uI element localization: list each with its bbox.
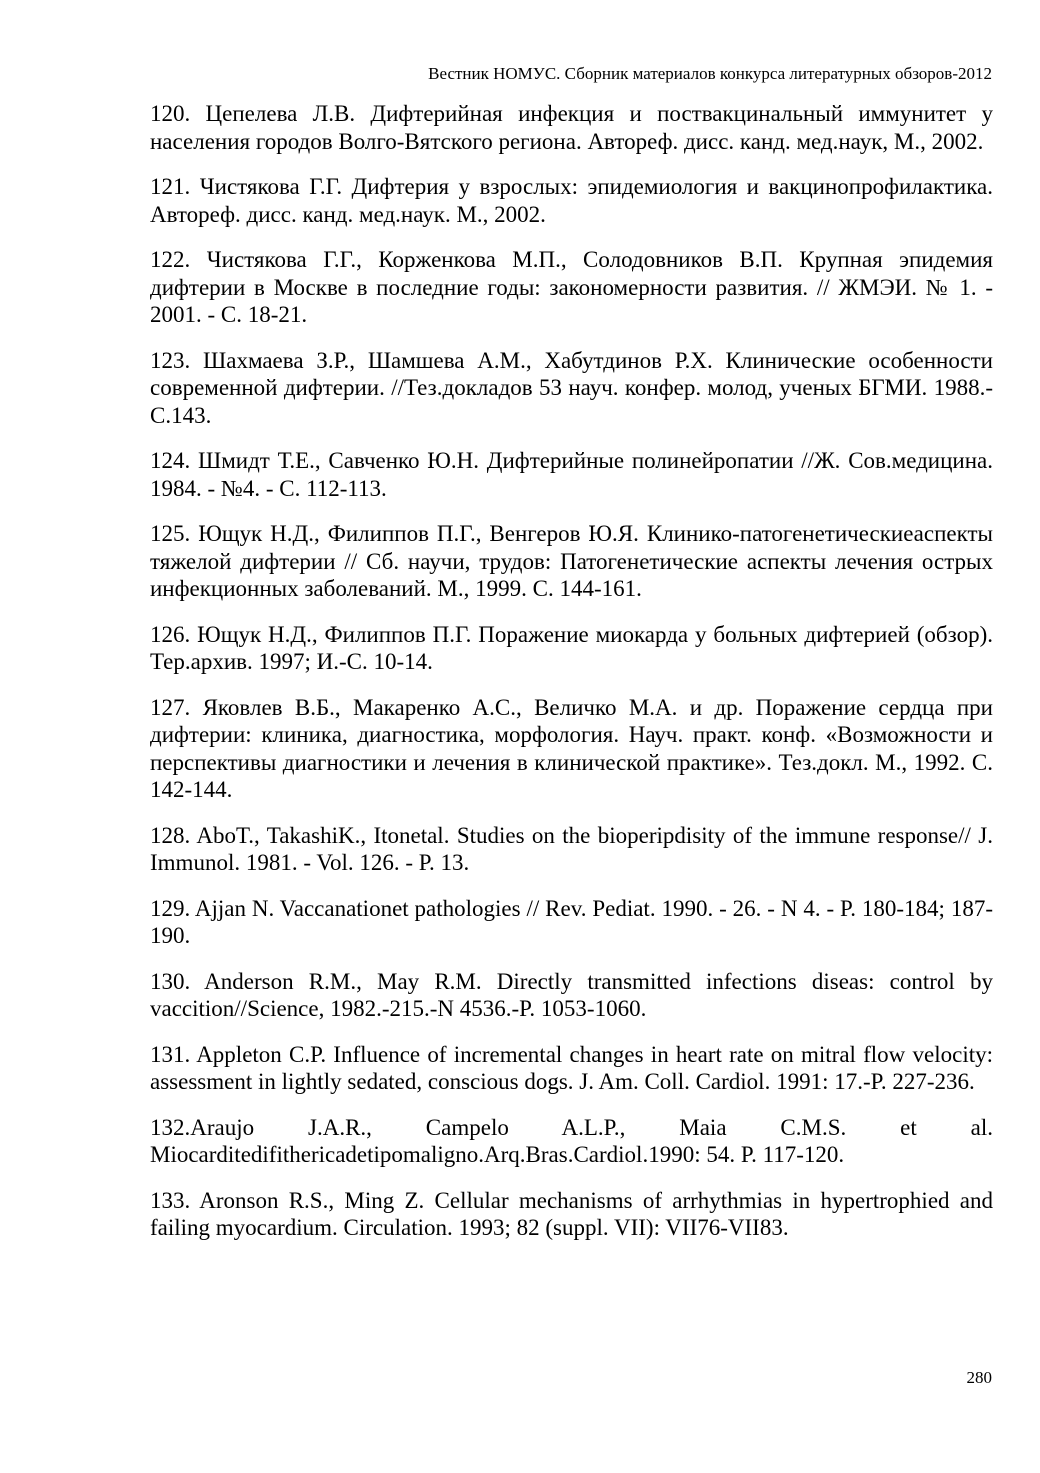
reference-list [150,100,993,1260]
reference-item: 121. Чистякова Г.Г. Дифтерия у взрослых: эпидемиология и вакцинопрофилактика. Автореф. дисс. канд. мед.наук. М., 2002. [150,174,993,227]
page-number: 280 [966,1368,992,1387]
reference-item: 128. AboT., TakashiK., Itonetal. Studies on the bioperipdisity of the immune response// J. Immunol. 1981. - Vol. 126. - P. 13. [150,822,993,875]
running-header: Вестник НОМУС. Сборник материалов конкурса литературных обзоров-2012 [428,64,992,83]
reference-item: 132.Araujo J.A.R., Campelo A.L.P., Maia C.M.S. et al. Miocarditedifithericadetipomaligno.Arq.Bras.Cardiol.1990: 54. P. 117-120. [150,1114,993,1167]
reference-item: 124. Шмидт Т.Е., Савченко Ю.Н. Дифтерийные полинейропатии //Ж. Сов.медицина. 1984. - №4. - С. 112-113. [150,448,993,501]
reference-item: 120. Цепелева Л.В. Дифтерийная инфекция и поствакцинальный иммунитет у населения городов Волго-Вятского региона. Автореф. дисс. канд. мед.наук, М., 2002. [150,101,993,154]
reference-item: 122. Чистякова Г.Г., Корженкова М.П., Солодовников В.П. Крупная эпидемия дифтерии в Москве в последние годы: закономерности развития. // ЖМЭИ. № 1. - 2001. - С. 18-21. [150,247,993,327]
reference-item: 131. Appleton C.P. Influence of incremental changes in heart rate on mitral flow velocity: assessment in lightly sedated, conscious dogs. J. Am. Coll. Cardiol. 1991: 17.-P. 227-236. [150,1041,993,1094]
reference-item: 123. Шахмаева З.Р., Шамшева А.М., Хабутдинов Р.Х. Клинические особенности современной дифтерии. //Тез.докладов 53 науч. конфер. молод, ученых БГМИ. 1988.-С.143. [150,347,993,428]
reference-item: 133. Aronson R.S., Ming Z. Cellular mechanisms of arrhythmias in hypertrophied and failing myocardium. Circulation. 1993; 82 (suppl. VII): VII76-VII83. [150,1187,993,1240]
reference-item: 130. Anderson R.M., May R.M. Directly transmitted infections diseas: control by vaccition//Science, 1982.-215.-N 4536.-P. 1053-1060. [150,968,993,1021]
reference-item: 129. Ajjan N. Vaccanationet pathologies // Rev. Pediat. 1990. - 26. - N 4. - P. 180-184; 187-190. [150,895,993,948]
reference-item: 126. Ющук Н.Д., Филиппов П.Г. Поражение миокарда у больных дифтерией (обзор). Тер.архив. 1997; И.-С. 10-14. [150,621,993,674]
reference-item: 125. Ющук Н.Д., Филиппов П.Г., Венгеров Ю.Я. Клинико-патогенетическиеаспекты тяжелой дифтерии // Сб. научи, трудов: Патогенетические аспекты лечения острых инфекционных заболеваний. М., 1999. С. 144-161. [150,521,993,601]
reference-item: 127. Яковлев В.Б., Макаренко А.С., Величко М.А. и др. Поражение сердца при дифтерии: клиника, диагностика, морфология. Науч. практ. конф. «Возможности и перспективы диагностики и лечения в клинической практике». Тез.докл. М., 1992. С. 142-144. [150,694,993,802]
